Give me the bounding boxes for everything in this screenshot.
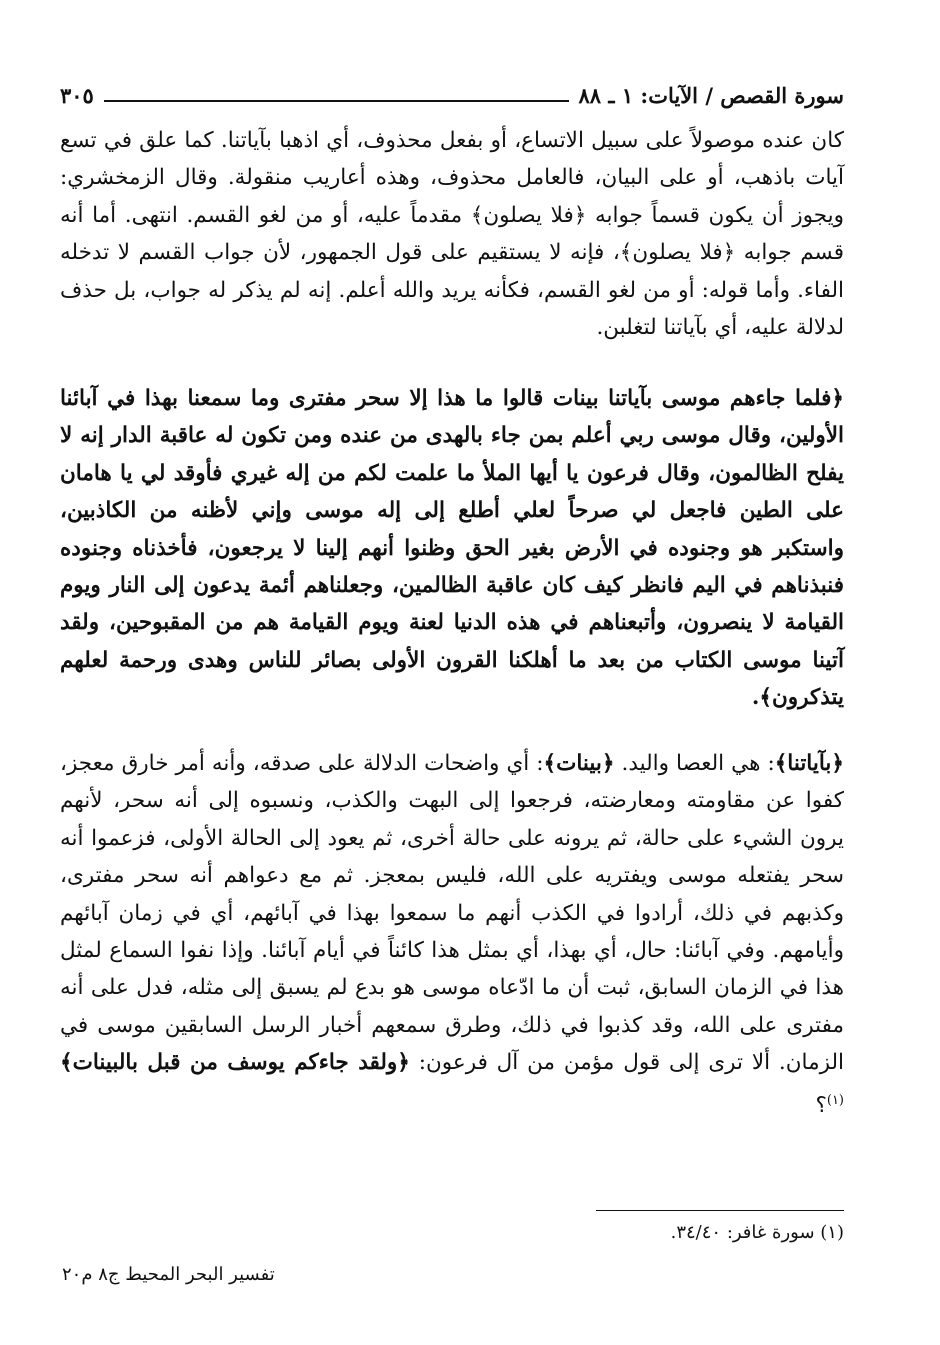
footnote-rule [596, 1210, 844, 1211]
quoted-verse-ghafir: ﴿ولقد جاءكم يوسف من قبل بالبينات﴾ [60, 1050, 410, 1076]
running-header [60, 74, 844, 110]
page-number: ٣٠٥ [60, 83, 94, 108]
paragraph-commentary-1: كان عنده موصولاً على سبيل الاتساع، أو بفعل محذوف، أي اذهبا بآياتنا. كما علق في تسع آيات باذهب، أو على البيان، فالعامل محذوف، وهذه أعاريب منقولة. وقال الزمخشري: ويجوز أن يكون قسماً جوابه ﴿فلا يصلون﴾ مقدماً عليه، أو من لغو القسم. انتهى. أما أنه قسم جوابه ﴿فلا يصلون﴾، فإنه لا يستقيم على قول الجمهور، لأن جواب القسم لا تدخله الفاء. وأما قوله: أو من لغو القسم، فكأنه يريد والله أعلم. إنه لم يذكر له جواب، بل حذف لدلالة عليه، أي بآياتنا لتغلبن. [60, 128, 844, 341]
quoted-word-bayyinat: ﴿بينات﴾ [543, 751, 615, 776]
commentary-text: : هي العصا واليد. [614, 751, 775, 776]
header-title: سورة القصص / الآيات: ١ ـ ٨٨ [578, 83, 844, 108]
book-signature: تفسير البحر المحيط ج٨ م٢٠ [62, 1264, 275, 1285]
commentary-text: : أي واضحات الدلالة على صدقه، وأنه أمر خارق معجز، كفوا عن مقاومته ومعارضته، فرجعوا إلى البهت والكذب، ونسبوه إلى أنه سحر، لأنهم يرون الشيء على حالة، ثم يرونه على حالة أخرى، ثم يعود إلى الحالة الأولى، فزعموا أنه سحر يفتعله موسى ويفتريه على الله، فليس بمعجز. ثم مع دعواهم أنه سحر مفترى، وكذبهم في ذلك، أرادوا في الكذب أنهم ما سمعوا بهذا في آبائهم، أي في زمان آبائهم وأيامهم. وفي آبائنا: حال، أي بهذا، أي بمثل هذا كائناً في أيام آبائنا. وإذا نفوا السماع لمثل هذا في الزمان السابق، ثبت أن ما ادّعاه موسى هو بدع لم يسبق إلى مثله، فدل على أنه مفترى على الله، وقد كذبوا في ذلك، وطرق سمعهم أخبار الرسل السابقين موسى في الزمان. ألا ترى إلى قول مؤمن من آل فرعون: [60, 751, 844, 1076]
footnote: (١) سورة غافر: ٣٤/٤٠. [670, 1222, 844, 1243]
quoted-word-ayatina: ﴿بآياتنا﴾ [774, 751, 844, 776]
header-rule [104, 100, 569, 102]
commentary-text: ؟ [815, 1092, 827, 1118]
footnote-reference: (١) [826, 1092, 844, 1108]
paragraph-quran-verses: ﴿فلما جاءهم موسى بآياتنا بينات قالوا ما هذا إلا سحر مفترى وما سمعنا بهذا في آبائنا الأولين، وقال موسى ربي أعلم بمن جاء بالهدى من عنده ومن تكون له عاقبة الدار إنه لا يفلح الظالمون، وقال فرعون يا أيها الملأ ما علمت لكم من إله غيري فأوقد لي يا هامان على الطين فاجعل لي صرحاً لعلي أطلع إلى إله موسى وإني لأظنه من الكاذبين، واستكبر هو وجنوده في الأرض بغير الحق وظنوا أنهم إلينا لا يرجعون، فأخذناه وجنوده فنبذناهم في اليم فانظر كيف كان عاقبة الظالمين، وجعلناهم أئمة يدعون إلى النار ويوم القيامة لا ينصرون، وأتبعناهم في هذه الدنيا لعنة ويوم القيامة هم من المقبوحين، ولقد آتينا موسى الكتاب من بعد ما أهلكنا القرون الأولى بصائر للناس وهدى ورحمة لعلهم يتذكرون﴾. [60, 386, 844, 711]
paragraph-commentary-2 [60, 745, 844, 1124]
